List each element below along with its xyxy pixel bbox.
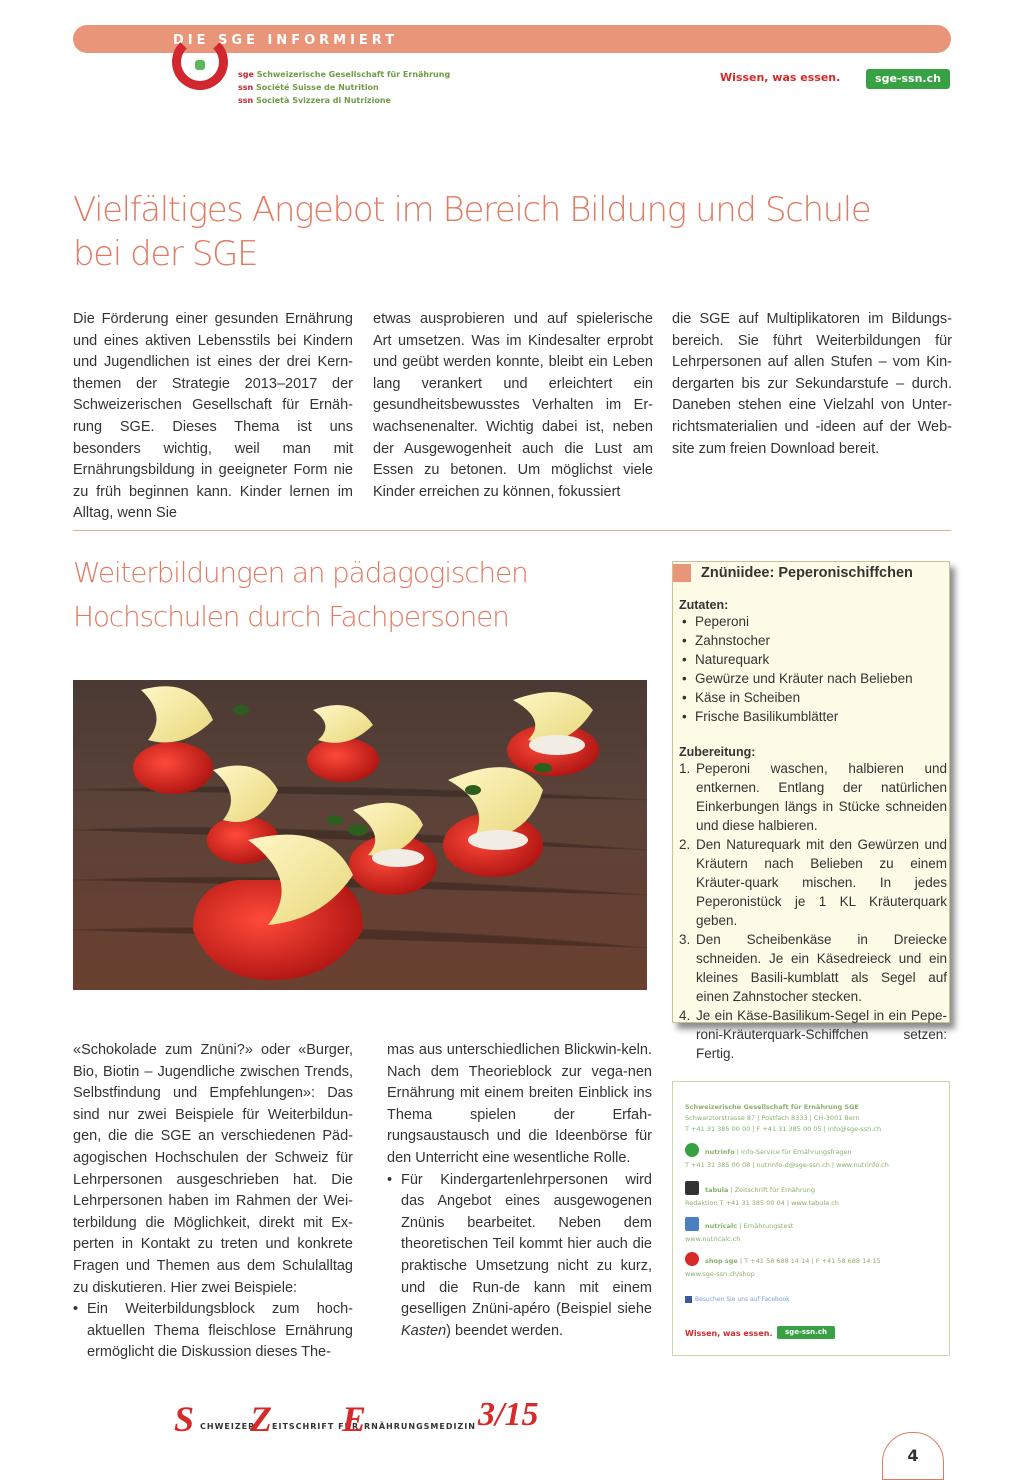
contact-site-badge[interactable]: sge-ssn.ch	[777, 1326, 835, 1339]
tabula-icon	[685, 1181, 699, 1195]
bullet-item-1-cont: mas aus unterschiedlichen Blickwin-keln. Nach dem Theorieblock zur vega-nen Ernährung mit einem breiten Einblick ins Thema spielen der Erfah-rungsaustausch und die Ideenbörse für den Unterricht eine wesentliche Rolle.	[387, 1042, 652, 1166]
org-names	[238, 68, 450, 107]
ingredients-list	[679, 612, 947, 726]
section-title: Weiterbildungen an pädagogischen Hochschulen durch Fachpersonen	[73, 556, 528, 633]
nutricalc-icon	[685, 1217, 699, 1231]
ingredients-label: Zutaten:	[679, 598, 729, 612]
recipe-header	[673, 562, 949, 584]
ingredient-item: • Käse in Scheiben	[679, 688, 947, 707]
bullet-item-2: • Für Kindergartenlehrpersonen wird das Angebot eines ausgewogenen Znünis bearbeitet. Neben dem theoretischen Teil kommt hier auch die praktische Umsetzung nicht zu kurz, und die Run-de kann mit einem geselligen Znüni-apéro (Beispiel siehe Kasten) beendet werden.	[387, 1170, 652, 1343]
sge-logo-icon	[172, 50, 228, 94]
recipe-title: Znüniidee: Peperonischiffchen	[701, 565, 913, 581]
bullet-item-1: • Ein Weiterbildungsblock zum hoch-aktuellen Thema fleischlose Ernährung ermöglicht die Diskussion dieses The-	[73, 1299, 353, 1364]
recipe-marker-icon	[673, 564, 691, 582]
tagline: Wissen, was essen.	[720, 71, 841, 84]
contact-box	[672, 1081, 950, 1356]
masthead-z: Z	[250, 1399, 272, 1439]
section-column-2	[387, 1040, 652, 1342]
recipe-box	[672, 561, 950, 1061]
issue-number: 3/15	[478, 1396, 539, 1433]
facebook-link[interactable]: Besuchen Sie uns auf Facebook	[685, 1294, 790, 1305]
org-address: Schweizerische Gesellschaft für Ernährung SGE Schwarztorstrasse 87 | Postfach 8333 | CH-3001 Bern T +41 31 385 00 00 | F +41 31 385 00 05 | info@sge-ssn.ch	[685, 1103, 882, 1133]
tabula-contact-link[interactable]: Redaktion T +41 31 385 00 04 | www.tabula.ch	[685, 1199, 839, 1207]
site-badge-link[interactable]: sge-ssn.ch	[866, 69, 950, 89]
ingredient-item: • Zahnstocher	[679, 631, 947, 650]
article-column-3: die SGE auf Multiplikatoren im Bildungs-bereich. Sie führt Weiterbildungen für Lehrpersonen auf allen Stufen – vom Kin-dergarten bis zur Sekundarstufe – durch. Daneben stehen eine Vielzahl von Unter-richtsmaterialien und -ideen auf der Web-site zum freien Download bereit.	[672, 311, 952, 457]
section-divider	[73, 530, 951, 531]
shop-icon	[685, 1252, 699, 1266]
ingredient-item: • Peperoni	[679, 612, 947, 631]
page-number-tab	[882, 1432, 944, 1480]
article-column-1: Die Förderung einer gesunden Ernährung und eines aktiven Lebensstils bei Kindern und Jugendlichen ist eines der drei Kern-themen der Strategie 2013–2017 der Schweizerischen Gesellschaft für Ernäh-rung SGE. Dieses Thema ist uns besonders wichtig, weil man mit Ernährungsbildung in geeigneter Form nie zu früh beginnen kann. Kinder lernen im Alltag, wenn Sie	[73, 311, 353, 522]
step-item: 2. Den Naturequark mit den Gewürzen und Kräutern nach Belieben zu einem Kräuter-quark mischen. In jedes Peperonistück je 1 KL Kräuterquark geben.	[679, 837, 947, 928]
nutrinfo-info: nutrinfo | Info-Service für Ernährungsfragen	[705, 1148, 852, 1156]
ingredient-item: • Frische Basilikumblätter	[679, 707, 947, 726]
facebook-icon	[685, 1296, 692, 1303]
step-item: 3. Den Scheibenkäse in Dreiecke schneiden. Je ein Käsedreieck und ein kleines Basili-kumblatt als Segel auf einen Zahnstocher stecken.	[679, 932, 947, 1004]
page-number: 4	[907, 1446, 919, 1465]
step-item: 4. Je ein Käse-Basilikum-Segel in ein Pepe-roni-Kräuterquark-Schiffchen setzen: Fertig.	[679, 1008, 947, 1061]
nutrinfo-contact-link[interactable]: T +41 31 385 00 08 | nutrinfo-d@sge-ssn.ch | www.nutrinfo.ch	[685, 1161, 889, 1169]
banner-label: DIE SGE INFORMIERT	[173, 33, 399, 48]
shop-info: shop sge | T +41 58 688 14 14 | F +41 58 688 14 15	[705, 1257, 881, 1265]
shop-link[interactable]: www.sge-ssn.ch/shop	[685, 1270, 755, 1278]
tabula-info: tabula | Zeitschrift für Ernährung	[705, 1186, 815, 1194]
masthead-s: S	[174, 1399, 195, 1439]
pepper-boats-photo	[73, 680, 647, 990]
section-intro: «Schokolade zum Znüni?» oder «Burger, Bio, Biotin – Jugendliche zwischen Trends, Selbstfindung und Empfehlungen»: Das sind nur zwei Beispiele für Weiterbildun-gen, die die SGE an verschiedenen Päd-agogischen Hochschulen der Schweiz für Lehrpersonen ausgeschrieben hat. Die Lehrpersonen haben im Rahmen der Wei-terbildung die Möglichkeit, direkt mit Ex-perten in Kontakt zu treten und konkrete Fragen und Themen aus dem Schulalltag zu diskutieren. Hier zwei Beispiele:	[73, 1042, 353, 1296]
masthead-e: E	[342, 1399, 367, 1439]
article-column-2: etwas ausprobieren und auf spielerische Art umsetzen. Was im Kindesalter erprobt und geübt werden konnte, bleibt ein Leben lang verankert und erleichtert ein gesundheitsbewusstes Verhalten im Er-wachsenenalter. Wichtig dabei ist, neben der Ausgewogenheit auch die Lust am Essen zu betonen. Um möglichst viele Kinder erreichen zu können, fokussiert	[373, 311, 653, 500]
contact-tagline: Wissen, was essen.	[685, 1329, 773, 1338]
ingredient-item: • Naturequark	[679, 650, 947, 669]
nutrinfo-icon	[685, 1143, 699, 1157]
step-item: 1. Peperoni waschen, halbieren und entkernen. Entlang der natürlichen Einkerbungen längs in Stücke schneiden und diese halbieren.	[679, 761, 947, 833]
nutricalc-link[interactable]: www.nutricalc.ch	[685, 1235, 741, 1243]
section-column-1	[73, 1040, 353, 1364]
ingredient-item: • Gewürze und Kräuter nach Belieben	[679, 669, 947, 688]
masthead-s-rest: CHWEIZER	[200, 1422, 256, 1431]
masthead-z-rest: EITSCHRIFT FÜR	[272, 1422, 360, 1431]
org-line-it: ssn Società Svizzera di Nutrizione	[238, 96, 391, 105]
masthead-e-rest: RNÄHRUNGSMEDIZIN	[364, 1422, 476, 1431]
org-line-fr: ssn Société Suisse de Nutrition	[238, 83, 379, 92]
article-title: Vielfältiges Angebot im Bereich Bildung und Schule bei der SGE	[73, 190, 871, 274]
org-line-de: sge Schweizerische Gesellschaft für Ernährung	[238, 70, 451, 79]
steps-label: Zubereitung:	[679, 745, 756, 759]
steps-list	[679, 759, 947, 1063]
nutricalc-info: nutricalc | Ernährungstest	[705, 1222, 794, 1230]
